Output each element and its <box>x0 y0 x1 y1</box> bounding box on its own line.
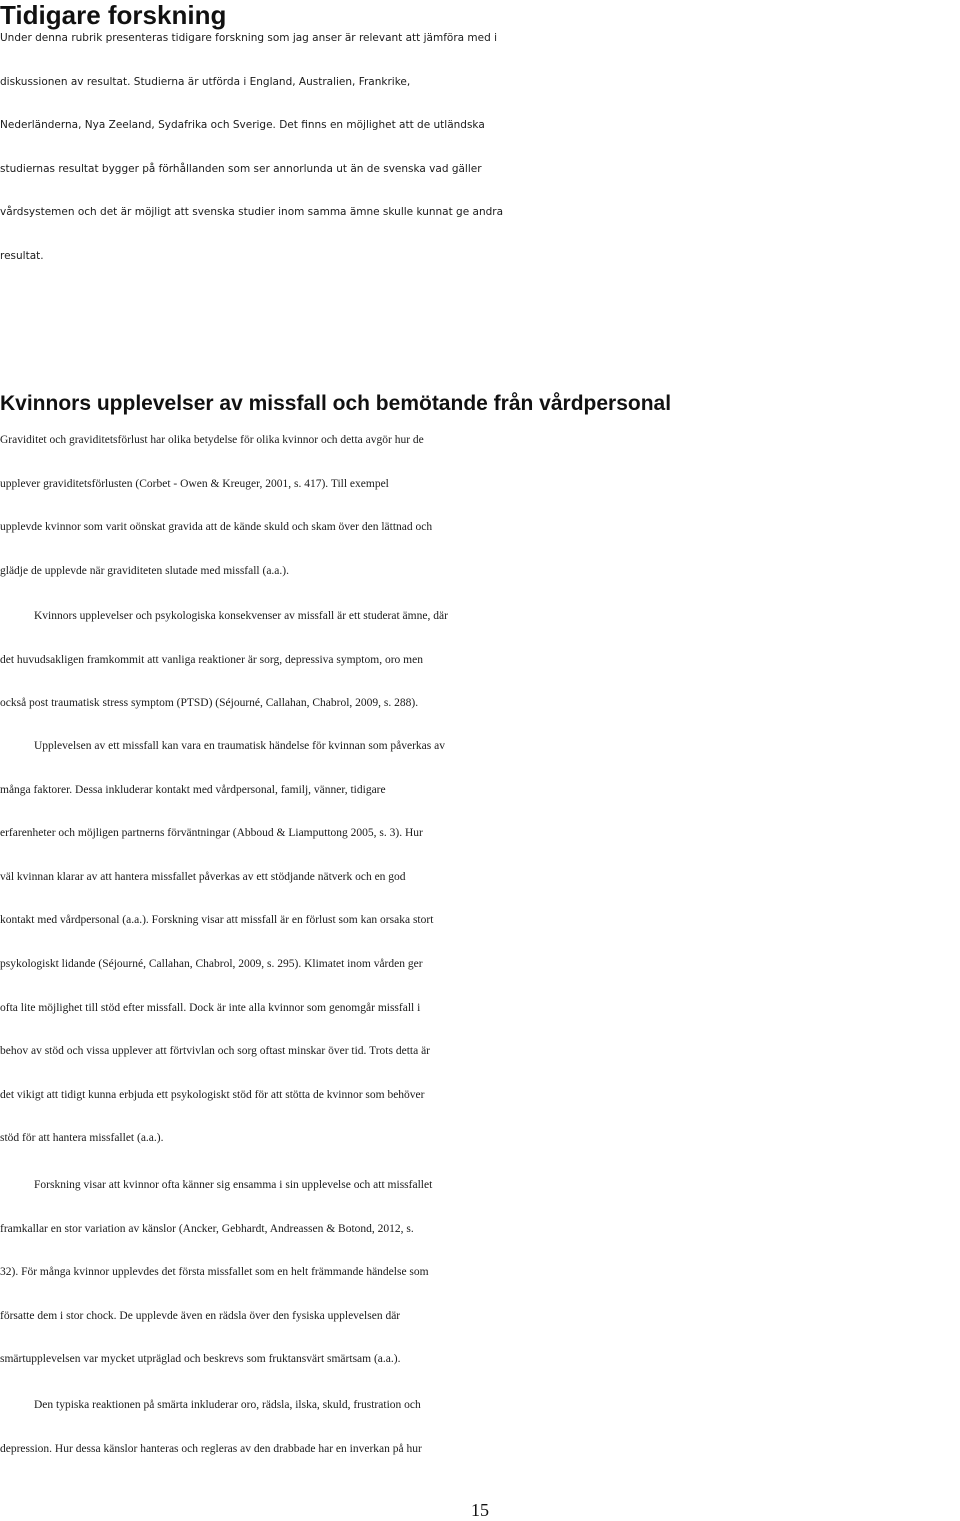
paragraph-line: framkallar en stor variation av känslor (Ancker, Gebhardt, Andreassen & Botond, 2012, s. <box>0 1222 414 1235</box>
paragraph-line-indented: Forskning visar att kvinnor ofta känner sig ensamma i sin upplevelse och att missfallet <box>34 1179 433 1191</box>
paragraph-line: smärtupplevelsen var mycket utpräglad och beskrevs som fruktansvärt smärtsam (a.a.). <box>0 1353 401 1366</box>
paragraph-line: det vikigt att tidigt kunna erbjuda ett psykologiskt stöd för att stötta de kvinnor som behöver <box>0 1088 425 1101</box>
paragraph-line: glädje de upplevde när graviditeten slutade med missfall (a.a.). <box>0 564 289 577</box>
paragraph-line: stöd för att hantera missfallet (a.a.). <box>0 1132 164 1145</box>
paragraph-traumatisk-handelse <box>0 725 960 1161</box>
section-heading-tidigare-forskning: Tidigare forskning <box>0 0 227 30</box>
paragraph-line: studiernas resultat bygger på förhållanden som ser annorlunda ut än de svenska vad gäller <box>0 162 482 175</box>
paragraph-line: psykologiskt lidande (Séjourné, Callahan, Chabrol, 2009, s. 295). Klimatet inom vården ger <box>0 957 423 970</box>
paragraph-line: det huvudsakligen framkommit att vanliga reaktioner är sorg, depressiva symptom, oro men <box>0 653 423 666</box>
paragraph-line: resultat. <box>0 249 44 262</box>
paragraph-line: diskussionen av resultat. Studierna är utförda i England, Australien, Frankrike, <box>0 75 411 88</box>
paragraph-ensamma <box>0 1164 960 1382</box>
paragraph-line: många faktorer. Dessa inkluderar kontakt med vårdpersonal, familj, vänner, tidigare <box>0 783 386 796</box>
paragraph-line: vårdsystemen och det är möjligt att svenska studier inom samma ämne skulle kunnat ge andra <box>0 206 504 219</box>
paragraph-line: 32). För många kvinnor upplevdes det första missfallet som en helt främmande händelse som <box>0 1266 429 1279</box>
paragraph-typiska-reaktionen <box>0 1384 960 1471</box>
paragraph-line: upplevde kvinnor som varit oönskat gravida att de kände skuld och skam över den lättnad och <box>0 521 433 534</box>
paragraph-psykologiska-konsekvenser <box>0 595 960 726</box>
page-number: 15 <box>471 1500 489 1520</box>
paragraph-line: väl kvinnan klarar av att hantera missfallet påverkas av ett stödjande nätverk och en god <box>0 870 406 883</box>
paragraph-line: depression. Hur dessa känslor hanteras och regleras av den drabbade har en inverkan på hur <box>0 1442 422 1455</box>
paragraph-graviditet <box>0 419 960 593</box>
section-heading-kvinnors-upplevelser: Kvinnors upplevelser av missfall och bemötande från vårdpersonal <box>0 392 672 415</box>
paragraph-line: behov av stöd och vissa upplever att förtvivlan och sorg oftast minskar över tid. Trots detta är <box>0 1045 431 1058</box>
paragraph-line: upplever graviditetsförlusten (Corbet - Owen & Kreuger, 2001, s. 417). Till exempel <box>0 477 389 490</box>
paragraph-line: kontakt med vårdpersonal (a.a.). Forskning visar att missfall är en förlust som kan orsaka stort <box>0 914 434 927</box>
paragraph-line-indented: Den typiska reaktionen på smärta inkluderar oro, rädsla, ilska, skuld, frustration och <box>34 1399 421 1411</box>
paragraph-line: Graviditet och graviditetsförlust har olika betydelse för olika kvinnor och detta avgör hur de <box>0 434 424 446</box>
paragraph-line-indented: Upplevelsen av ett missfall kan vara en traumatisk händelse för kvinnan som påverkas av <box>34 740 445 752</box>
paragraph-line: ofta lite möjlighet till stöd efter missfall. Dock är inte alla kvinnor som genomgår missfall i <box>0 1001 421 1014</box>
paragraph-line: också post traumatisk stress symptom (PTSD) (Séjourné, Callahan, Chabrol, 2009, s. 288). <box>0 697 419 710</box>
paragraph-line: Nederländerna, Nya Zeeland, Sydafrika och Sverige. Det finns en möjlighet att de utländska <box>0 119 485 132</box>
paragraph-line: försatte dem i stor chock. De upplevde även en rädsla över den fysiska upplevelsen där <box>0 1309 401 1322</box>
paragraph-line: Under denna rubrik presenteras tidigare forskning som jag anser är relevant att jämföra med i <box>0 32 498 44</box>
intro-paragraph <box>0 17 960 279</box>
paragraph-line: erfarenheter och möjligen partnerns förväntningar (Abboud & Liamputtong 2005, s. 3). Hur <box>0 827 423 840</box>
paragraph-line-indented: Kvinnors upplevelser och psykologiska konsekvenser av missfall är ett studerat ämne, där <box>34 610 448 622</box>
